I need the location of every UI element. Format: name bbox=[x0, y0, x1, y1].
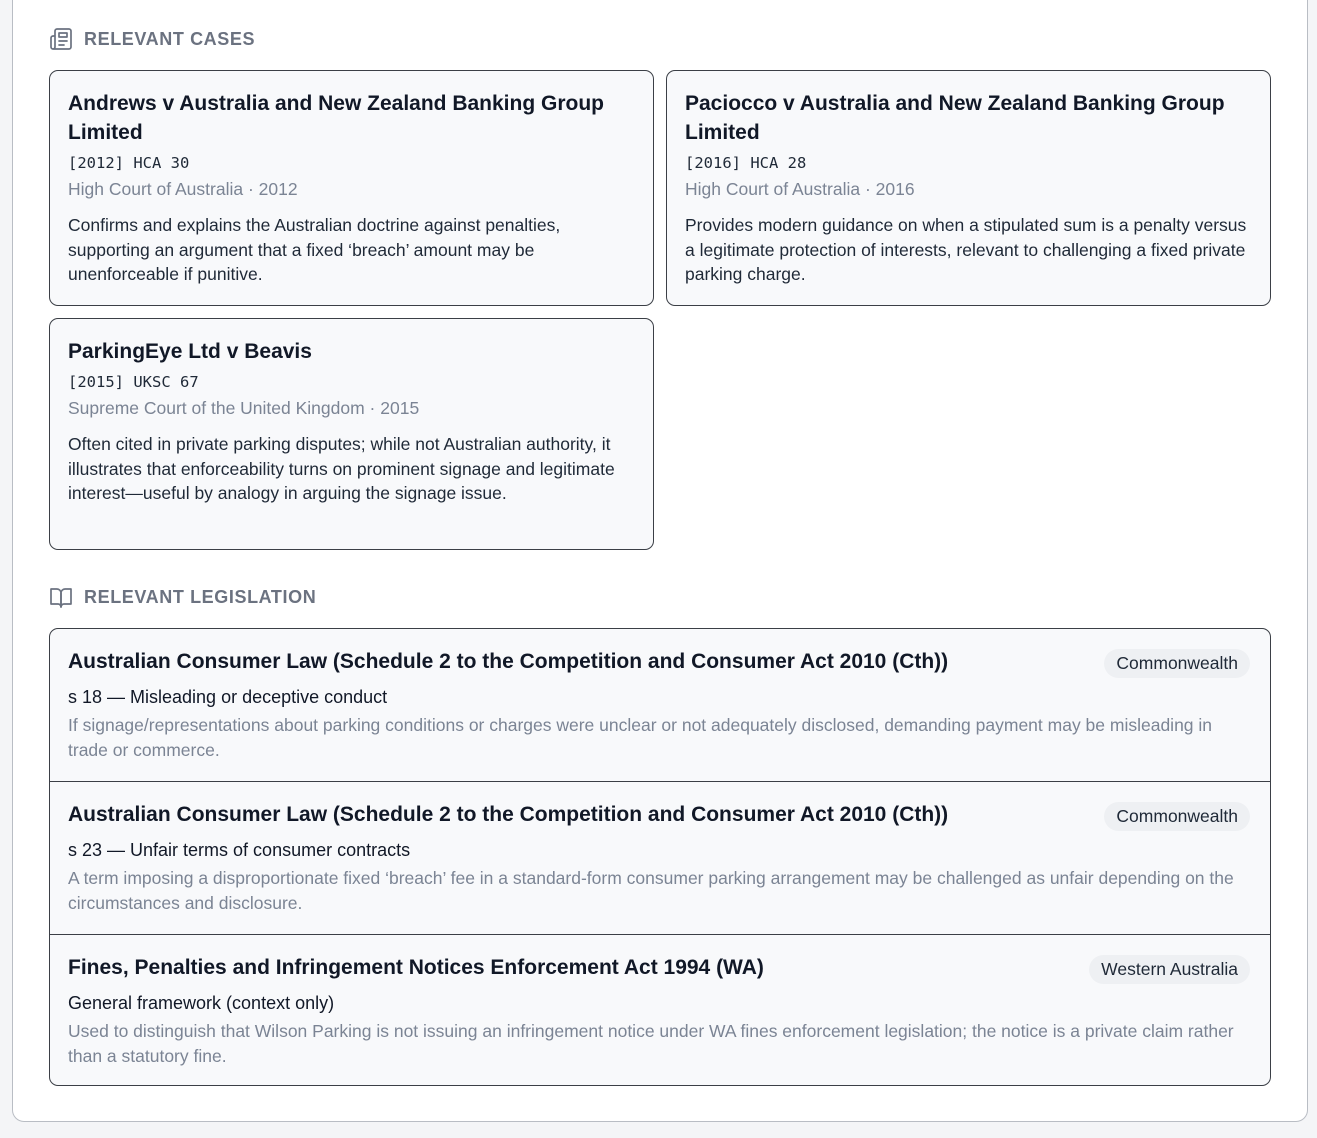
legislation-section: s 18 — Misleading or deceptive conduct bbox=[68, 687, 388, 707]
jurisdiction-badge: Western Australia bbox=[1089, 955, 1250, 984]
jurisdiction-badge: Commonwealth bbox=[1104, 802, 1250, 831]
case-citation: [2015] UKSC 67 bbox=[68, 373, 199, 391]
case-card[interactable] bbox=[49, 70, 654, 306]
case-title: Andrews v Australia and New Zealand Banking Group Limited bbox=[68, 92, 604, 144]
legislation-section: General framework (context only) bbox=[68, 993, 335, 1013]
case-summary: Provides modern guidance on when a stipulated sum is a penalty versus a legitimate protection of interests, relevant to challenging a fixed private parking charge. bbox=[685, 215, 1247, 284]
case-card[interactable] bbox=[666, 70, 1271, 306]
case-citation: [2012] HCA 30 bbox=[68, 154, 190, 172]
section-title: RELEVANT CASES bbox=[84, 28, 256, 49]
legislation-section: s 23 — Unfair terms of consumer contracts bbox=[68, 840, 411, 860]
case-title: Paciocco v Australia and New Zealand Banking Group Limited bbox=[685, 92, 1225, 144]
legislation-title: Australian Consumer Law (Schedule 2 to the Competition and Consumer Act 2010 (Cth)) bbox=[68, 650, 949, 673]
legislation-list bbox=[49, 628, 1271, 1086]
case-title: ParkingEye Ltd v Beavis bbox=[68, 340, 312, 363]
legislation-description: A term imposing a disproportionate fixed ‘breach’ fee in a standard-form consumer parking arrangement may be challenged as unfair depending on the circumstances and disclosure. bbox=[68, 868, 1234, 913]
case-card[interactable] bbox=[49, 318, 654, 550]
jurisdiction-badge: Commonwealth bbox=[1104, 649, 1250, 678]
case-summary: Confirms and explains the Australian doctrine against penalties, supporting an argument that a fixed ‘breach’ amount may be unenforceable if punitive. bbox=[68, 215, 561, 284]
legislation-title: Fines, Penalties and Infringement Notices Enforcement Act 1994 (WA) bbox=[68, 956, 764, 979]
legislation-item[interactable] bbox=[50, 629, 1270, 781]
section-title: RELEVANT LEGISLATION bbox=[84, 586, 317, 607]
case-court-year: High Court of Australia · 2016 bbox=[685, 179, 915, 199]
newspaper-icon bbox=[49, 27, 73, 51]
legislation-item[interactable] bbox=[50, 781, 1270, 934]
case-citation: [2016] HCA 28 bbox=[685, 154, 807, 172]
case-summary: Often cited in private parking disputes; while not Australian authority, it illustrates that enforceability turns on prominent signage and legitimate interest—useful by analogy in arguing the signage issue. bbox=[68, 434, 615, 503]
case-court-year: High Court of Australia · 2012 bbox=[68, 179, 298, 199]
relevant-cases-heading bbox=[49, 27, 255, 51]
legislation-item[interactable] bbox=[50, 934, 1270, 1086]
relevant-legislation-heading bbox=[49, 585, 316, 609]
legislation-description: If signage/representations about parking conditions or charges were unclear or not adequately disclosed, demanding payment may be misleading in trade or commerce. bbox=[68, 715, 1213, 760]
case-court-year: Supreme Court of the United Kingdom · 2015 bbox=[68, 398, 420, 418]
open-book-icon bbox=[49, 585, 73, 609]
legislation-description: Used to distinguish that Wilson Parking is not issuing an infringement notice under WA fines enforcement legislation; the notice is a private claim rather than a statutory fine. bbox=[68, 1021, 1234, 1066]
legislation-title: Australian Consumer Law (Schedule 2 to the Competition and Consumer Act 2010 (Cth)) bbox=[68, 803, 949, 826]
